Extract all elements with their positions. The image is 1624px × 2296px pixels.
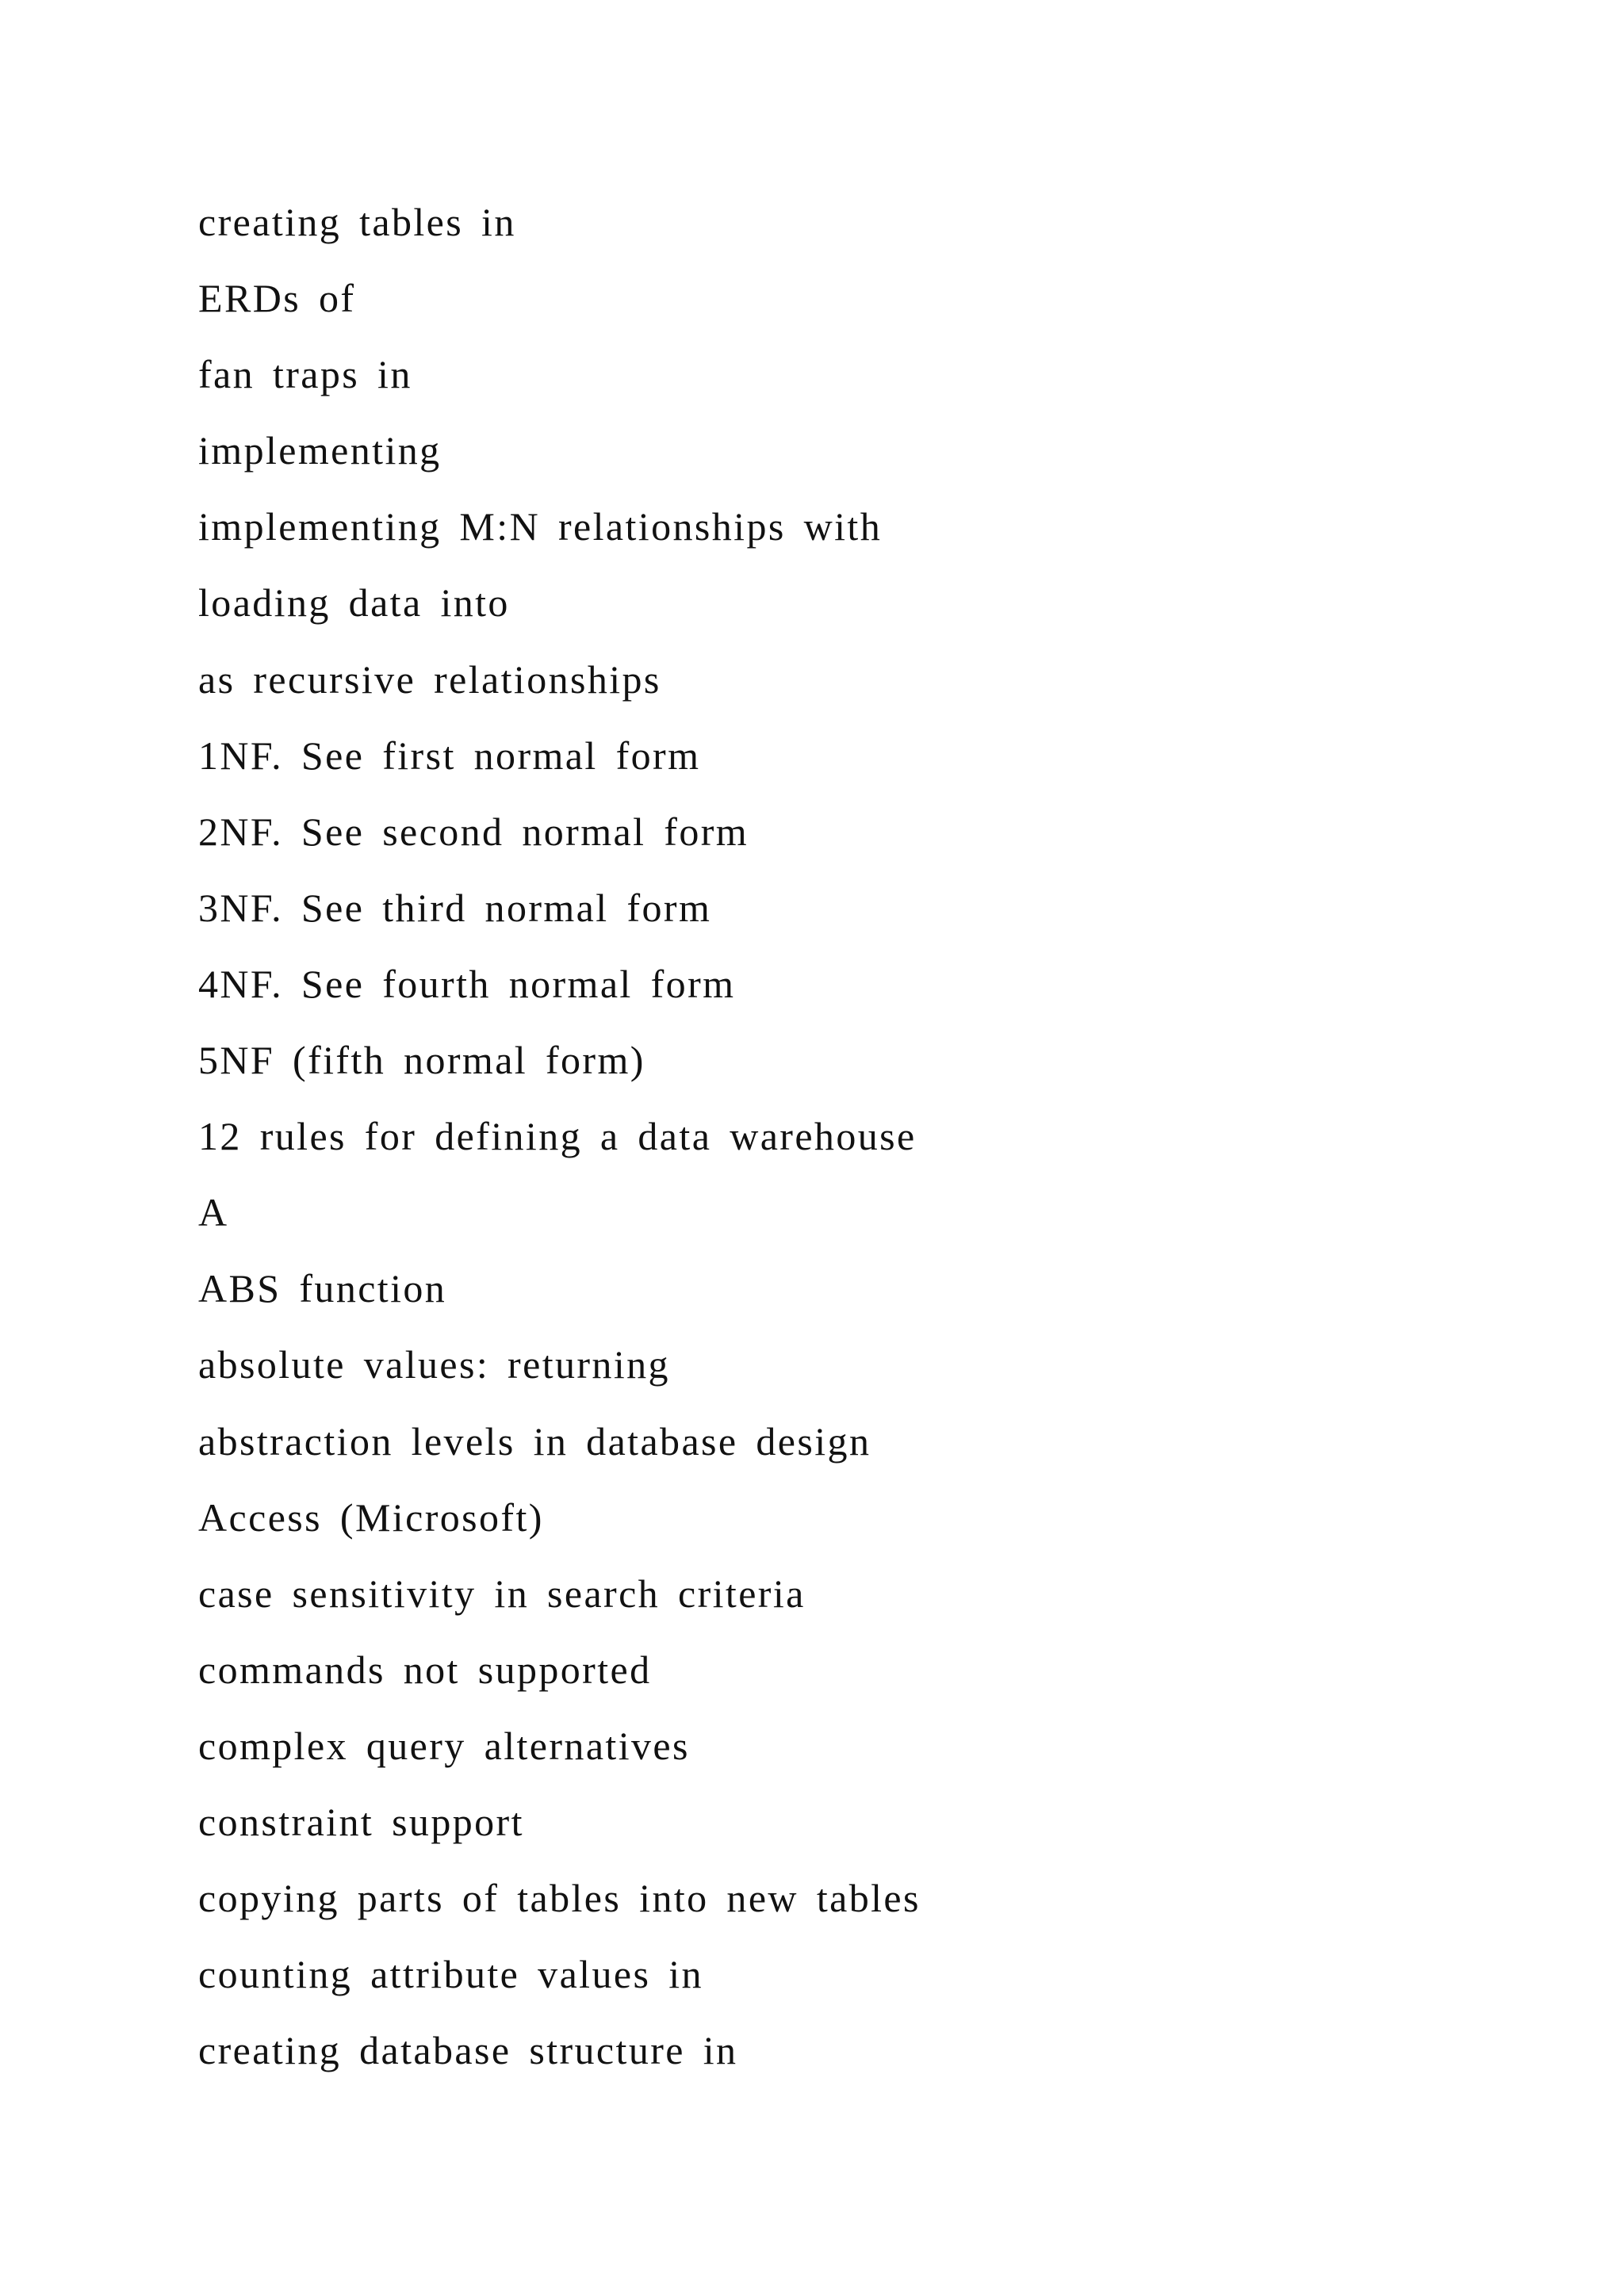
index-entry: implementing	[198, 428, 442, 473]
index-entry: copying parts of tables into new tables	[198, 1876, 921, 1921]
index-entry: abstraction levels in database design	[198, 1418, 871, 1464]
index-entry: 1NF. See first normal form	[198, 733, 701, 778]
index-entry: 2NF. See second normal form	[198, 809, 749, 854]
index-entry: fan traps in	[198, 352, 412, 397]
index-entry: loading data into	[198, 580, 510, 626]
index-entry: creating database structure in	[198, 2028, 738, 2073]
index-entry: case sensitivity in search criteria	[198, 1571, 806, 1616]
index-entry: Access (Microsoft)	[198, 1494, 544, 1540]
index-entry: absolute values: returning	[198, 1342, 670, 1387]
index-entry: implementing M:N relationships with	[198, 504, 883, 549]
index-entry: constraint support	[198, 1799, 524, 1844]
index-entry: 3NF. See third normal form	[198, 885, 712, 930]
index-entry: 12 rules for defining a data warehouse	[198, 1114, 917, 1159]
index-entry: complex query alternatives	[198, 1723, 690, 1768]
index-entry: commands not supported	[198, 1647, 652, 1692]
index-entry: ERDs of	[198, 276, 356, 321]
index-entry: ABS function	[198, 1266, 447, 1311]
index-entry: 5NF (fifth normal form)	[198, 1038, 645, 1083]
index-entry: 4NF. See fourth normal form	[198, 961, 736, 1006]
index-section-letter: A	[198, 1190, 229, 1235]
index-entry: as recursive relationships	[198, 656, 661, 702]
index-entry-list	[198, 184, 921, 2088]
index-entry: counting attribute values in	[198, 1952, 703, 1997]
index-entry: creating tables in	[198, 200, 516, 244]
